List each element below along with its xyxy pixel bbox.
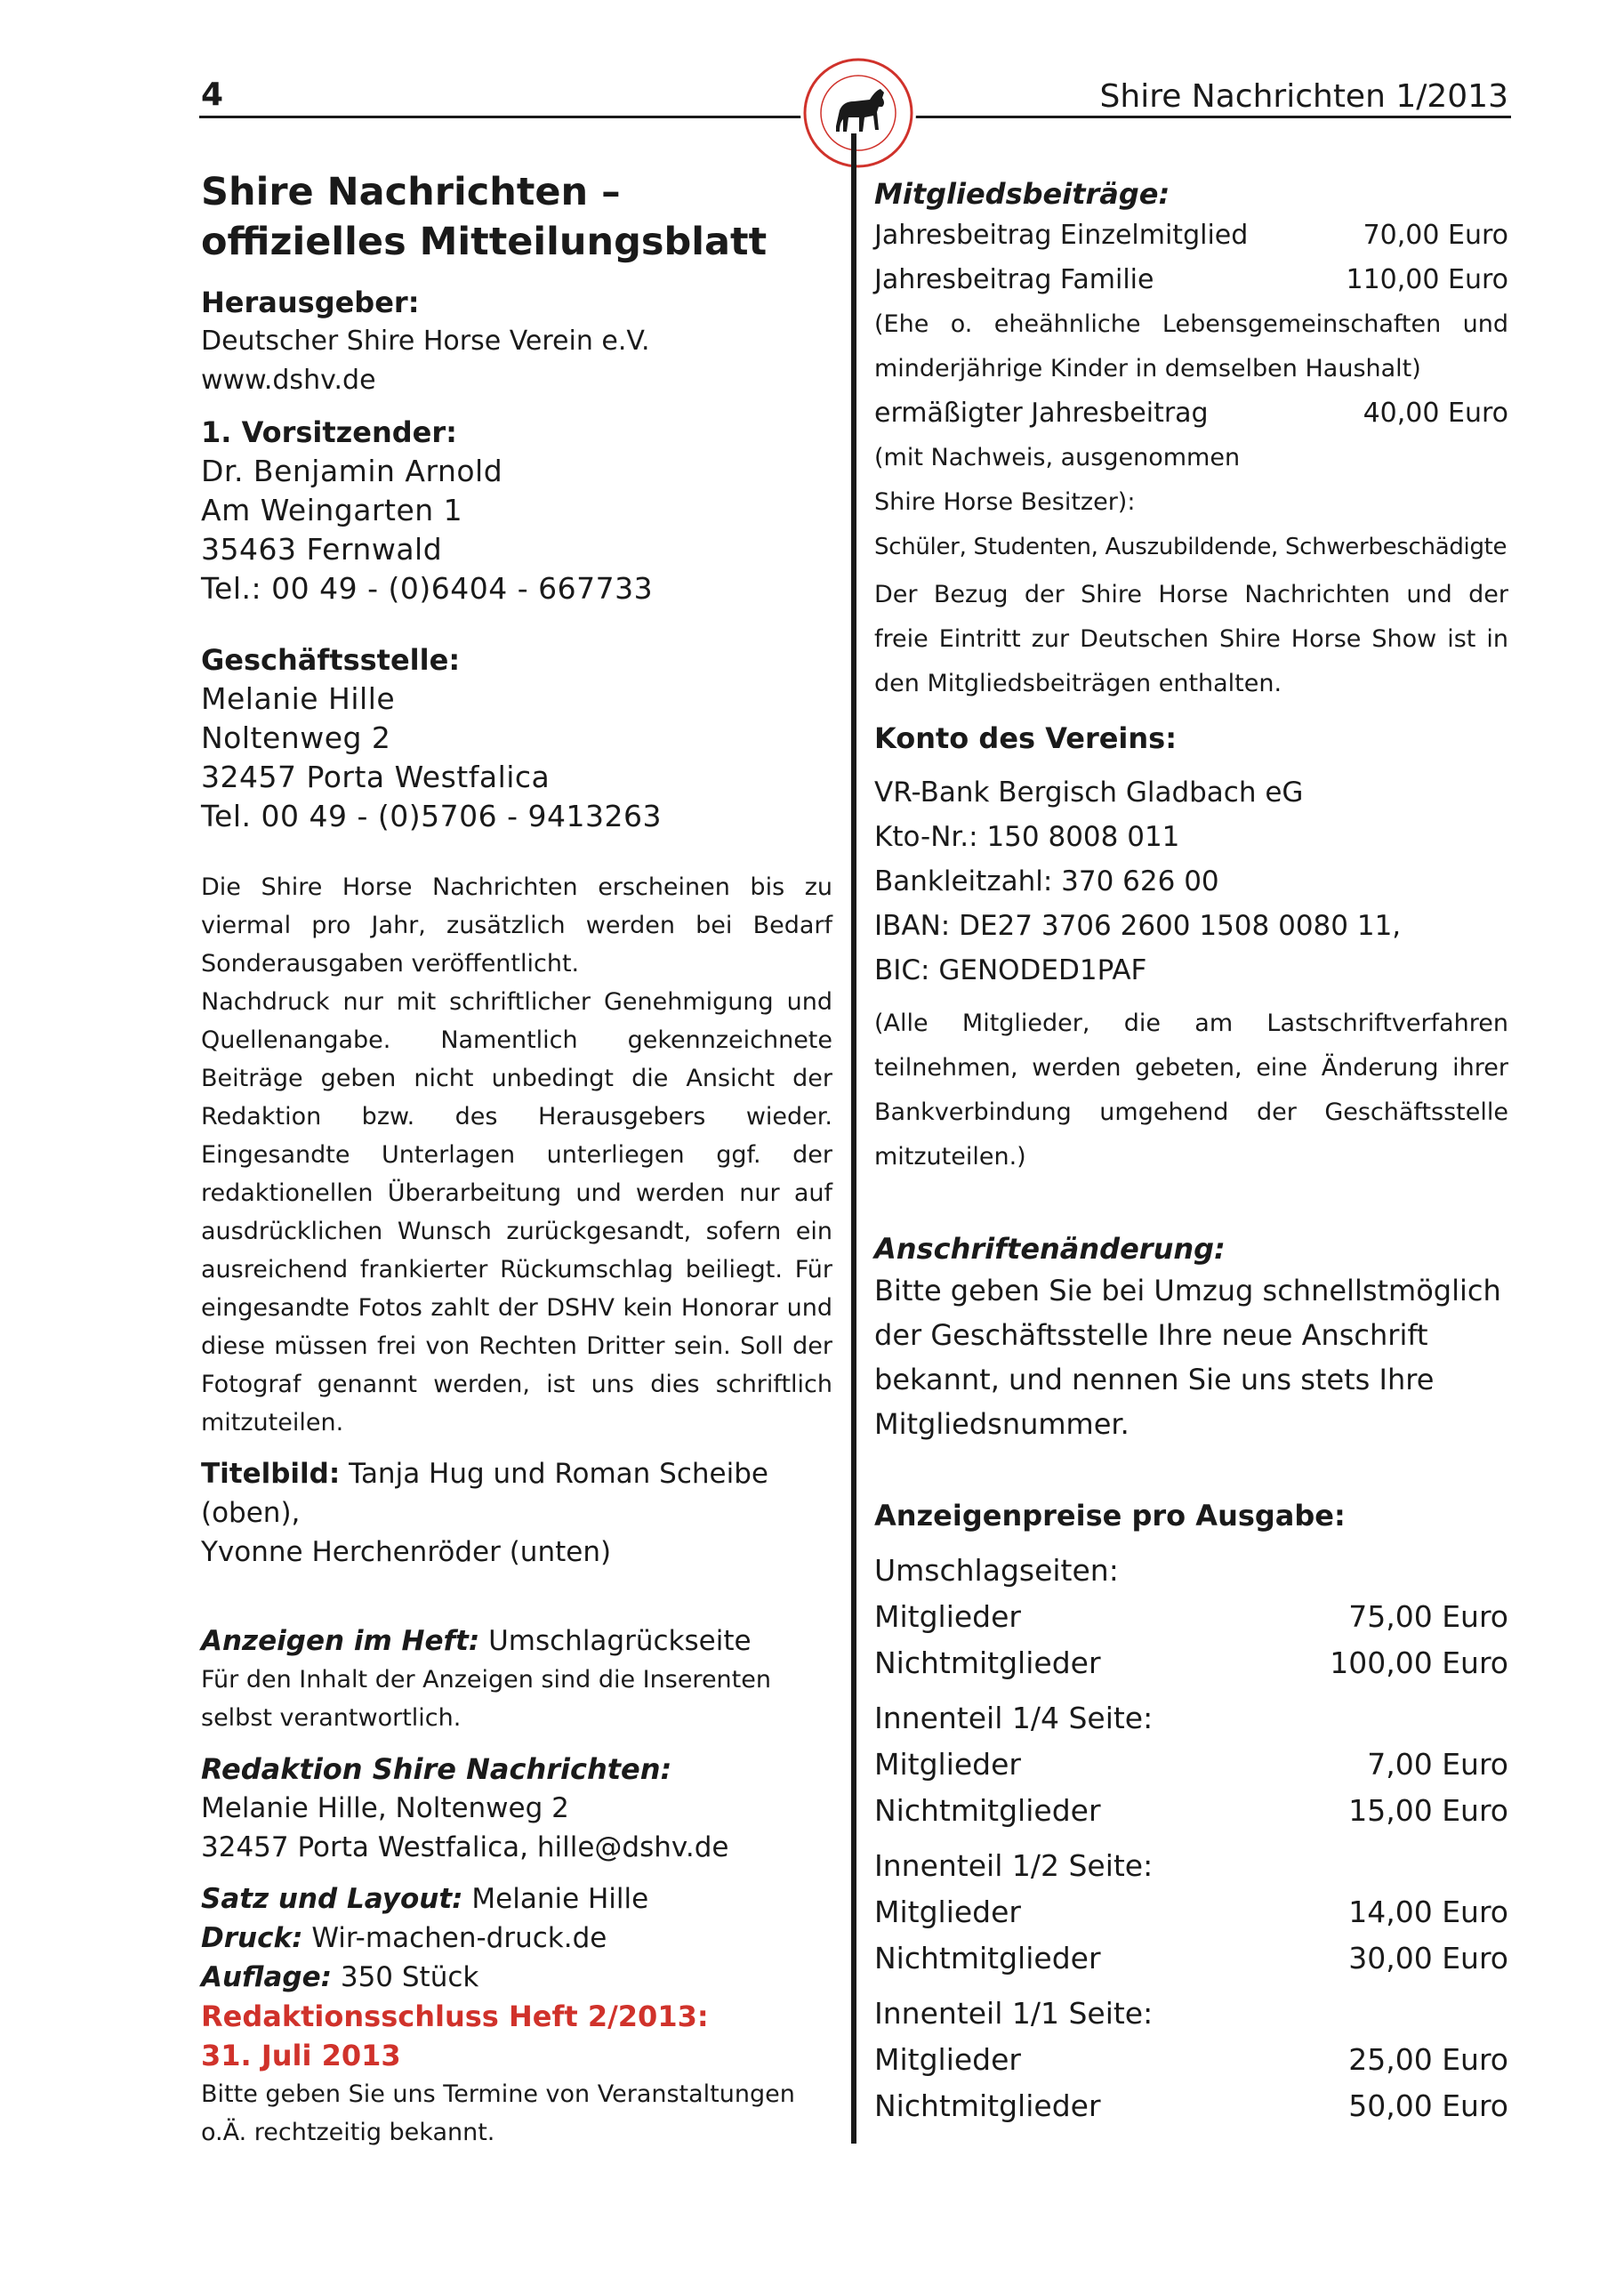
price-amount: 25,00 Euro xyxy=(1348,2042,1508,2077)
title-line-2: offizielles Mitteilungsblatt xyxy=(201,220,768,264)
price-group-heading: Umschlagseiten: xyxy=(874,1553,1119,1588)
cover-credit xyxy=(201,1454,832,1572)
price-group-heading: Innenteil 1/2 Seite: xyxy=(874,1848,1154,1883)
price-amount: 100,00 Euro xyxy=(1330,1645,1508,1680)
price-row xyxy=(874,1788,1508,1834)
page-number: 4 xyxy=(201,76,224,113)
edition-value: 350 Stück xyxy=(332,1961,479,1993)
price-row xyxy=(874,1889,1508,1935)
price-label: Nichtmitglieder xyxy=(874,1645,1101,1680)
chair-city: 35463 Fernwald xyxy=(201,532,443,567)
price-label: Nichtmitglieder xyxy=(874,1941,1101,1975)
reduced-note-1: (mit Nachweis, ausgenommen xyxy=(874,444,1241,471)
price-label: Mitglieder xyxy=(874,1747,1021,1782)
fee-amount: 70,00 Euro xyxy=(1363,220,1508,251)
price-group xyxy=(874,1843,1508,1982)
price-label: Nichtmitglieder xyxy=(874,1793,1101,1828)
publisher-label: Herausgeber: xyxy=(201,286,420,319)
reduced-amount: 40,00 Euro xyxy=(1363,398,1508,429)
ads-line xyxy=(201,1621,832,1661)
horse-logo-icon xyxy=(800,55,916,171)
edition-label: Auflage: xyxy=(201,1961,332,1993)
cover-text-2: Yvonne Herchenröder (unten) xyxy=(201,1536,612,1568)
editorial-address-1: Melanie Hille, Noltenweg 2 xyxy=(201,1792,569,1824)
included-note: Der Bezug der Shire Horse Nachrichten und der freie Eintritt zur Deutschen Shire Horse Show ist in den Mitgliedsbeiträgen enthalten. xyxy=(874,581,1508,697)
price-row xyxy=(874,1742,1508,1788)
price-group xyxy=(874,1548,1508,1686)
ads-value: Umschlagrückseite xyxy=(479,1625,752,1657)
reduced-note-2: Shire Horse Besitzer): xyxy=(874,488,1136,516)
cover-text-1: Tanja Hug und Roman Scheibe (oben), xyxy=(201,1458,768,1529)
account-iban: IBAN: DE27 3706 2600 1508 0080 11, xyxy=(874,910,1402,942)
print-value: Wir-machen-druck.de xyxy=(302,1922,607,1954)
copyright-paragraph: Nachdruck nur mit schriftlicher Genehmigung und Quellenangabe. Namentlich gekennzeichnete Beiträge geben nicht unbedingt die Ansicht der Redaktion bzw. des Herausgebers wieder. Eingesandte Unterlagen unterliegen ggf. der redaktionellen Überarbeitung und werden nur auf ausdrücklichen Wunsch zurückgesandt, sofern ein ausreichend frankierter Rückumschlag beiliegt. Für eingesandte Fotos zahlt der DSHV kein Honorar und diese müssen frei von Rechten Dritter sein. Soll der Fotograf genannt werden, ist uns dies schriftlich mitzuteilen. xyxy=(201,988,832,1436)
price-amount: 30,00 Euro xyxy=(1348,1941,1508,1975)
account-bic: BIC: GENODED1PAF xyxy=(874,954,1147,986)
dshv-logo xyxy=(800,55,916,171)
column-divider xyxy=(851,133,856,2144)
layout-label: Satz und Layout: xyxy=(201,1883,463,1915)
address-change-label: Anschriftenänderung: xyxy=(874,1232,1226,1266)
publication-title: Shire Nachrichten 1/2013 xyxy=(1099,78,1508,115)
price-label: Mitglieder xyxy=(874,1599,1021,1634)
editorial-address-2: 32457 Porta Westfalica, hille@dshv.de xyxy=(201,1831,729,1863)
fee-label: Jahresbeitrag Familie xyxy=(874,264,1154,295)
membership-column xyxy=(874,174,1508,2129)
account-bank: VR-Bank Bergisch Gladbach eG xyxy=(874,776,1304,809)
office-name: Melanie Hille xyxy=(201,681,396,716)
price-group-heading: Innenteil 1/1 Seite: xyxy=(874,1996,1154,2031)
imprint-column xyxy=(201,167,832,2152)
price-amount: 14,00 Euro xyxy=(1348,1895,1508,1929)
account-blz: Bankleitzahl: 370 626 00 xyxy=(874,865,1219,897)
chair-name: Dr. Benjamin Arnold xyxy=(201,454,503,488)
price-group xyxy=(874,1991,1508,2129)
office-phone: Tel. 00 49 - (0)5706 - 9413263 xyxy=(201,799,662,833)
layout-line xyxy=(201,1879,832,1919)
price-amount: 7,00 Euro xyxy=(1367,1747,1508,1782)
ads-label: Anzeigen im Heft: xyxy=(201,1625,480,1657)
title-line-1: Shire Nachrichten – xyxy=(201,170,621,214)
price-label: Mitglieder xyxy=(874,2042,1021,2077)
price-row xyxy=(874,2083,1508,2129)
print-label: Druck: xyxy=(201,1922,303,1954)
price-group-heading: Innenteil 1/4 Seite: xyxy=(874,1701,1154,1735)
chair-street: Am Weingarten 1 xyxy=(201,493,463,527)
fees-label: Mitgliedsbeiträge: xyxy=(874,177,1170,211)
edition-line xyxy=(201,1958,832,1997)
fee-amount: 110,00 Euro xyxy=(1346,264,1508,295)
fee-label: Jahresbeitrag Einzelmitglied xyxy=(874,220,1249,251)
price-row xyxy=(874,1640,1508,1686)
frequency-paragraph: Die Shire Horse Nachrichten erscheinen bis zu viermal pro Jahr, zusätzlich werden bei Bedarf Sonderausgaben veröffentlicht. xyxy=(201,873,832,978)
reduced-groups: Schüler, Studenten, Auszubildende, Schwerbeschädigte xyxy=(874,534,1507,560)
price-amount: 50,00 Euro xyxy=(1348,2088,1508,2123)
office-street: Noltenweg 2 xyxy=(201,720,391,755)
price-row xyxy=(874,1594,1508,1640)
publisher-name: Deutscher Shire Horse Verein e.V. xyxy=(201,326,650,357)
price-row xyxy=(874,1935,1508,1982)
reduced-label: ermäßigter Jahresbeitrag xyxy=(874,398,1209,429)
cover-label: Titelbild: xyxy=(201,1458,341,1490)
price-amount: 75,00 Euro xyxy=(1348,1599,1508,1634)
account-note: (Alle Mitglieder, die am Lastschriftverfahren teilnehmen, werden gebeten, eine Änderung ihrer Bankverbindung umgehend der Geschäftsstelle mitzuteilen.) xyxy=(874,1010,1508,1171)
fee-row-single xyxy=(874,213,1508,258)
chair-label: 1. Vorsitzender: xyxy=(201,415,457,449)
fee-row-family xyxy=(874,258,1508,302)
account-label: Konto des Vereins: xyxy=(874,721,1178,755)
office-city: 32457 Porta Westfalica xyxy=(201,760,551,794)
deadline-date: 31. Juli 2013 xyxy=(201,2039,401,2072)
price-label: Nichtmitglieder xyxy=(874,2088,1101,2123)
price-row xyxy=(874,2037,1508,2083)
chair-phone: Tel.: 00 49 - (0)6404 - 667733 xyxy=(201,571,654,606)
family-note: (Ehe o. eheähnliche Lebensgemeinschaften und minderjährige Kinder in demselben Haushalt) xyxy=(874,310,1508,382)
price-label: Mitglieder xyxy=(874,1895,1021,1929)
fee-row-reduced xyxy=(874,391,1508,436)
publisher-url[interactable]: www.dshv.de xyxy=(201,365,376,396)
address-change-text: Bitte geben Sie bei Umzug schnellstmöglich der Geschäftsstelle Ihre neue Anschrift bekannt, und nennen Sie uns stets Ihre Mitgliedsnummer. xyxy=(874,1274,1501,1441)
deadline-note: Bitte geben Sie uns Termine von Veranstaltungen o.Ä. rechtzeitig bekannt. xyxy=(201,2080,795,2146)
ads-note: Für den Inhalt der Anzeigen sind die Inserenten selbst verantwortlich. xyxy=(201,1666,771,1732)
price-amount: 15,00 Euro xyxy=(1348,1793,1508,1828)
account-number: Kto-Nr.: 150 8008 011 xyxy=(874,821,1180,853)
page-title xyxy=(201,167,832,267)
layout-value: Melanie Hille xyxy=(462,1883,649,1915)
ad-prices-label: Anzeigenpreise pro Ausgabe: xyxy=(874,1499,1346,1533)
print-line xyxy=(201,1919,832,1958)
office-label: Geschäftsstelle: xyxy=(201,643,461,677)
price-group xyxy=(874,1695,1508,1834)
deadline-heading: Redaktionsschluss Heft 2/2013: xyxy=(201,1999,709,2033)
editorial-label: Redaktion Shire Nachrichten: xyxy=(201,1752,672,1786)
